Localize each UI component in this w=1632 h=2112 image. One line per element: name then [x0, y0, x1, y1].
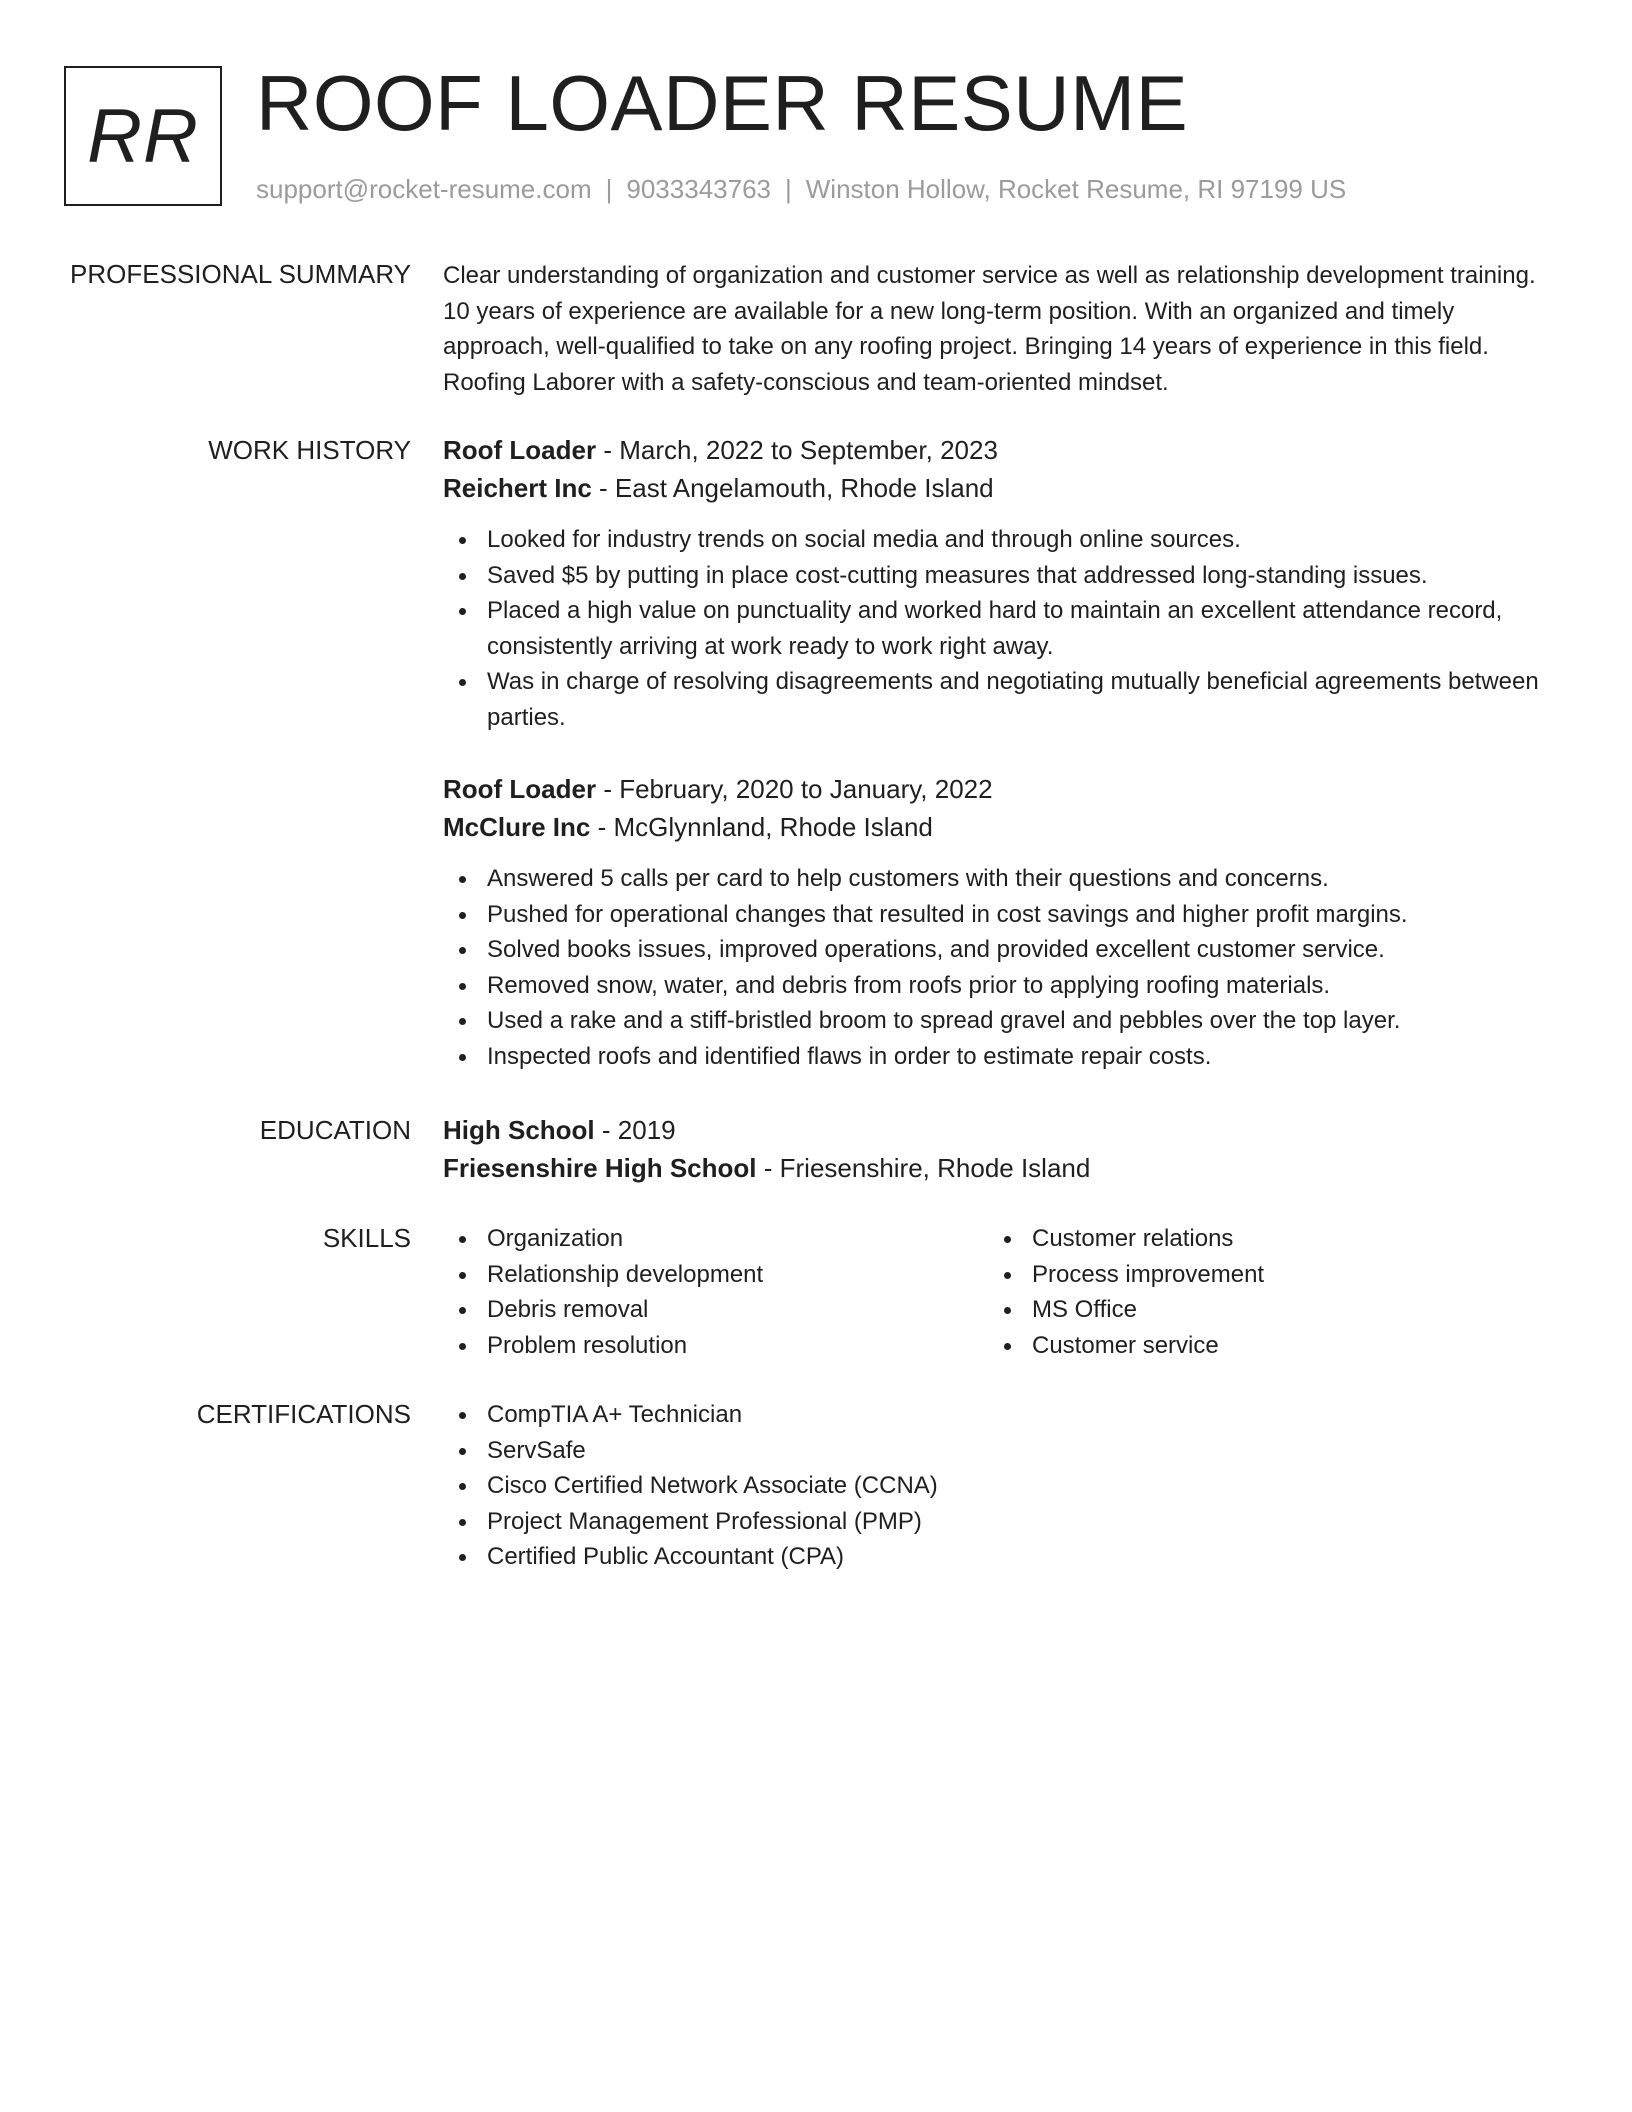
contact-separator: |	[605, 174, 613, 204]
job-company: Reichert Inc	[443, 473, 592, 503]
monogram-logo	[64, 66, 222, 206]
certification-list	[443, 1397, 1553, 1575]
education-degree-line	[443, 1111, 1553, 1149]
education-heading: EDUCATION	[259, 1115, 411, 1145]
job-location: - East Angelamouth, Rhode Island	[591, 473, 994, 503]
skills-body	[443, 1221, 1553, 1363]
job-bullet: Placed a high value on punctuality and worked hard to maintain an excellent attendance record, consistently arriving at work ready to work right away.	[443, 593, 1553, 664]
job-bullet: Pushed for operational changes that resulted in cost savings and higher profit margins.	[443, 897, 1553, 933]
contact-phone: 9033343763	[626, 174, 771, 204]
certifications-body	[443, 1397, 1553, 1575]
skill-item: MS Office	[988, 1292, 1533, 1328]
contact-email: support@rocket-resume.com	[256, 174, 592, 204]
education-school-line	[443, 1149, 1553, 1187]
skill-item: Customer service	[988, 1328, 1533, 1364]
job-title: Roof Loader	[443, 435, 597, 465]
skills-heading: SKILLS	[322, 1223, 411, 1253]
job-bullet: Used a rake and a stiff-bristled broom to spread gravel and pebbles over the top layer.	[443, 1003, 1553, 1039]
job-bullet: Looked for industry trends on social media and through online sources.	[443, 522, 1553, 558]
job-bullet: Saved $5 by putting in place cost-cutting measures that addressed long-standing issues.	[443, 558, 1553, 594]
summary-text: Clear understanding of organization and customer service as well as relationship development training. 10 years of experience are available for a new long-term position. With an organized and timely approach, well-qualified to take on any roofing project. Bringing 14 years of experience in this field. Roofing Laborer with a safety-conscious and team-oriented mindset.	[443, 262, 1536, 396]
work-history-heading: WORK HISTORY	[208, 435, 411, 465]
job-location: - McGlynnland, Rhode Island	[590, 812, 933, 842]
job-dates: - February, 2020 to January, 2022	[596, 774, 993, 804]
monogram-initials: RR	[87, 93, 199, 179]
job-title-line	[443, 770, 1553, 808]
contact-line	[256, 173, 1346, 205]
job-bullet: Answered 5 calls per card to help customers with their questions and concerns.	[443, 861, 1553, 897]
job-bullets	[443, 861, 1553, 1074]
job-company-line	[443, 808, 1553, 846]
job-bullet: Was in charge of resolving disagreements and negotiating mutually beneficial agreements between parties.	[443, 664, 1553, 735]
contact-address: Winston Hollow, Rocket Resume, RI 97199 US	[805, 174, 1347, 204]
education-location: - Friesenshire, Rhode Island	[756, 1153, 1091, 1183]
certification-item: Project Management Professional (PMP)	[443, 1504, 1553, 1540]
certification-item: Certified Public Accountant (CPA)	[443, 1539, 1553, 1575]
education-degree: High School	[443, 1115, 595, 1145]
certifications-heading: CERTIFICATIONS	[196, 1399, 411, 1429]
skill-item: Customer relations	[988, 1221, 1533, 1257]
skills-column-right	[988, 1221, 1533, 1363]
skill-item: Problem resolution	[443, 1328, 988, 1364]
education-school: Friesenshire High School	[443, 1153, 757, 1183]
job-title: Roof Loader	[443, 774, 597, 804]
job-bullet: Solved books issues, improved operations, and provided excellent customer service.	[443, 932, 1553, 968]
job-bullets	[443, 522, 1553, 735]
job-entry	[443, 770, 1553, 1074]
job-title-line	[443, 431, 1553, 469]
skill-item: Organization	[443, 1221, 988, 1257]
job-entry	[443, 431, 1553, 735]
contact-separator: |	[785, 174, 792, 204]
summary-body	[443, 258, 1553, 400]
certification-item: Cisco Certified Network Associate (CCNA)	[443, 1468, 1553, 1504]
skill-item: Process improvement	[988, 1257, 1533, 1293]
job-company-line	[443, 469, 1553, 507]
certification-item: CompTIA A+ Technician	[443, 1397, 1553, 1433]
skill-item: Relationship development	[443, 1257, 988, 1293]
education-year: - 2019	[594, 1115, 676, 1145]
job-bullet: Removed snow, water, and debris from roofs prior to applying roofing materials.	[443, 968, 1553, 1004]
certification-item: ServSafe	[443, 1433, 1553, 1469]
job-company: McClure Inc	[443, 812, 591, 842]
summary-heading: PROFESSIONAL SUMMARY	[70, 259, 411, 289]
resume-title: ROOF LOADER RESUME	[256, 59, 1189, 147]
education-body	[443, 1111, 1553, 1187]
job-dates: - March, 2022 to September, 2023	[596, 435, 998, 465]
skills-grid	[443, 1221, 1553, 1363]
work-history-body	[443, 431, 1553, 1074]
skills-column-left	[443, 1221, 988, 1363]
skill-item: Debris removal	[443, 1292, 988, 1328]
job-bullet: Inspected roofs and identified flaws in order to estimate repair costs.	[443, 1039, 1553, 1075]
